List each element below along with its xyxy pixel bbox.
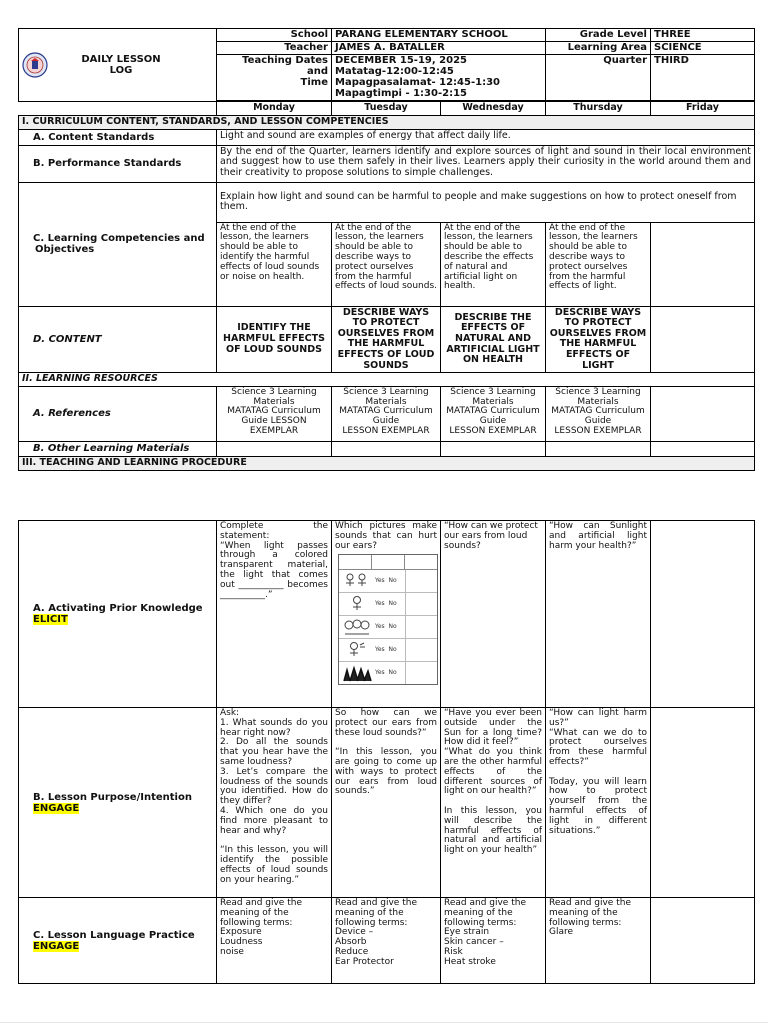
- section-resources-heading: II. LEARNING RESOURCES: [19, 373, 755, 387]
- learning-area-label: Learning Area: [546, 42, 651, 55]
- references-monday: Science 3 Learning Materials MATATAG Curriculum Guide LESSON EXEMPLAR: [217, 386, 332, 441]
- schedule-matatag: Matatag-12:00-12:45: [335, 66, 454, 77]
- section-curriculum-heading: I. CURRICULUM CONTENT, STANDARDS, AND LESSON COMPETENCIES: [19, 115, 755, 129]
- teaching-dates-label-line2: Time: [300, 77, 328, 88]
- teacher-label: Teacher: [217, 42, 332, 55]
- school-value: PARANG ELEMENTARY SCHOOL: [332, 29, 546, 42]
- performance-standards-text: By the end of the Quarter, learners identify and explore sources of light and sound in their local environment and suggest how to use them safely in their lives. Learners apply their curiosity in the world around them and their creativity to propose solutions to simple challenges.: [217, 145, 755, 182]
- quarter-label: Quarter: [546, 55, 651, 101]
- content-label: D. CONTENT: [19, 306, 217, 373]
- references-tuesday: Science 3 Learning Materials MATATAG Curriculum Guide LESSON EXEMPLAR: [332, 386, 441, 441]
- learning-competencies-label-line2: Objectives: [35, 244, 95, 256]
- other-materials-thursday: [546, 441, 651, 456]
- references-friday: [651, 386, 755, 441]
- elicit-tag: ELICIT: [33, 614, 68, 625]
- no-option: No: [388, 623, 397, 631]
- learning-competencies-general: Explain how light and sound can be harmful to people and make suggestions on how to protect oneself from them.: [217, 182, 755, 222]
- other-materials-wednesday: [441, 441, 546, 456]
- child-shouting-icon: [342, 641, 372, 659]
- references-thursday: Science 3 Learning Materials MATATAG Curriculum Guide LESSON EXEMPLAR: [546, 386, 651, 441]
- yes-option: Yes: [375, 669, 385, 677]
- content-thursday: DESCRIBE WAYS TO PROTECT OURSELVES FROM THE HARMFUL EFFECTS OF LIGHT: [546, 306, 651, 373]
- yes-option: Yes: [375, 600, 385, 608]
- log-title-line2: LOG: [109, 65, 133, 76]
- no-option: No: [388, 577, 397, 585]
- lesson-purpose-label: [19, 708, 217, 898]
- language-wednesday: Read and give the meaning of the following terms: Eye strain Skin cancer – Risk Heat stroke: [441, 898, 546, 984]
- content-monday: IDENTIFY THE HARMFUL EFFECTS OF LOUD SOUNDS: [217, 306, 332, 373]
- teaching-dates: DECEMBER 15-19, 2025: [335, 55, 467, 66]
- sound-pictures-worksheet: [338, 554, 438, 685]
- content-wednesday: DESCRIBE THE EFFECTS OF NATURAL AND ARTIFICIAL LIGHT ON HEALTH: [441, 306, 546, 373]
- lesson-purpose-label-text: B. Lesson Purpose/Intention: [33, 791, 192, 803]
- no-option: No: [388, 669, 397, 677]
- worksheet-row: [339, 662, 437, 684]
- objective-friday: [651, 222, 755, 306]
- language-practice-label-text: C. Lesson Language Practice: [33, 929, 195, 941]
- worksheet-row: [339, 639, 437, 662]
- yes-option: Yes: [375, 646, 385, 654]
- band-silhouette-icon: [342, 664, 372, 682]
- other-materials-friday: [651, 441, 755, 456]
- activating-tuesday-question: Which pictures make sounds that can hurt our ears?: [335, 521, 437, 551]
- school-label: School: [217, 29, 332, 42]
- teaching-dates-value: [332, 55, 546, 101]
- crowd-icon: [342, 618, 372, 636]
- activating-prior-knowledge-label: [19, 521, 217, 708]
- objective-wednesday: At the end of the lesson, the learners should be able to describe the effects of natural and artificial light on health.: [441, 222, 546, 306]
- purpose-wednesday: “Have you ever been outside under the Sun for a long time? How did it feel?” “What do you think are the other harmful effects of the different sources of light on our health?” In this lesson, you will describe the harmful effects of natural and artificial light on your health”: [441, 708, 546, 898]
- references-wednesday: Science 3 Learning Materials MATATAG Curriculum Guide LESSON EXEMPLAR: [441, 386, 546, 441]
- worksheet-row: [339, 616, 437, 639]
- day-header-tuesday: Tuesday: [332, 102, 441, 116]
- purpose-tuesday: So how can we protect our ears from these loud sounds?” “In this lesson, you are going to come up with ways to protect our ears from loud sounds.”: [332, 708, 441, 898]
- objective-tuesday: At the end of the lesson, the learners should be able to describe ways to protect ourselves from the harmful effects of loud sounds.: [332, 222, 441, 306]
- learning-area-value: SCIENCE: [651, 42, 755, 55]
- engage-tag: ENGAGE: [33, 940, 80, 952]
- schedule-mapagtimpi: Mapagtimpi - 1:30-2:15: [335, 88, 467, 99]
- language-thursday: Read and give the meaning of the following terms: Glare: [546, 898, 651, 984]
- day-header-blank: [19, 102, 217, 116]
- purpose-friday: [651, 708, 755, 898]
- language-friday: [651, 898, 755, 984]
- log-title-cell: [19, 29, 217, 102]
- objective-monday: At the end of the lesson, the learners should be able to identify the harmful effects of loud sounds or noise on health.: [217, 222, 332, 306]
- content-standards-text: Light and sound are examples of energy that affect daily life.: [217, 129, 755, 145]
- activating-monday: Complete the statement: “When light passes through a colored transparent material, the light that comes out __________ becomes __________.”: [217, 521, 332, 708]
- yes-option: Yes: [375, 577, 385, 585]
- worksheet-row: [339, 570, 437, 593]
- yes-option: Yes: [375, 623, 385, 631]
- teaching-dates-label: [217, 55, 332, 101]
- grade-level-value: THREE: [651, 29, 755, 42]
- procedure-table: [18, 520, 755, 984]
- deped-seal-icon: [22, 52, 48, 78]
- language-tuesday: Read and give the meaning of the following terms: Device – Absorb Reduce Ear Protector: [332, 898, 441, 984]
- grade-level-label: Grade Level: [546, 29, 651, 42]
- quarter-value: THIRD: [651, 55, 755, 101]
- objective-thursday: At the end of the lesson, the learners should be able to describe ways to protect ourselves from the harmful effects of light.: [546, 222, 651, 306]
- schedule-mapagpasalamat: Mapagpasalamat- 12:45-1:30: [335, 77, 500, 88]
- other-materials-tuesday: [332, 441, 441, 456]
- day-header-monday: Monday: [217, 102, 332, 116]
- daily-lesson-log-table: [18, 28, 755, 471]
- learning-competencies-label: [19, 182, 217, 306]
- purpose-monday: Ask: 1. What sounds do you hear right now? 2. Do all the sounds that you hear have the same loudness? 3. Let’s compare the loudness of the sounds you identified. How do they differ? 4. Which one do you find more pleasant to hear and why? “In this lesson, you will identify the possible effects of loud sounds on your hearing.”: [217, 708, 332, 898]
- day-header-friday: Friday: [651, 102, 755, 116]
- other-materials-label: B. Other Learning Materials: [19, 441, 217, 456]
- children-playing-icon: [342, 572, 372, 590]
- engage-tag: ENGAGE: [33, 802, 80, 814]
- performance-standards-label: B. Performance Standards: [19, 145, 217, 182]
- no-option: No: [388, 600, 397, 608]
- other-materials-monday: [217, 441, 332, 456]
- activating-thursday: “How can Sunlight and artificial light harm your health?”: [546, 521, 651, 708]
- activating-friday: [651, 521, 755, 708]
- page-footer-divider: [0, 1022, 768, 1023]
- no-option: No: [388, 646, 397, 654]
- girl-singing-icon: [342, 595, 372, 613]
- worksheet-row: [339, 593, 437, 616]
- purpose-thursday: “How can light harm us?” “What can we do to protect ourselves from these harmful effects?” Today, you will learn how to protect yourself from the harmful effects of light in different situations.”: [546, 708, 651, 898]
- language-practice-label: [19, 898, 217, 984]
- day-header-thursday: Thursday: [546, 102, 651, 116]
- content-tuesday: DESCRIBE WAYS TO PROTECT OURSELVES FROM THE HARMFUL EFFECTS OF LOUD SOUNDS: [332, 306, 441, 373]
- teaching-dates-label-line1: Teaching Dates and: [242, 55, 328, 77]
- references-label: A. References: [19, 386, 217, 441]
- language-monday: Read and give the meaning of the following terms: Exposure Loudness noise: [217, 898, 332, 984]
- teacher-value: JAMES A. BATALLER: [332, 42, 546, 55]
- learning-competencies-label-line1: C. Learning Competencies and: [33, 233, 205, 245]
- activating-tuesday: [332, 521, 441, 708]
- log-title-line1: DAILY LESSON: [81, 54, 161, 65]
- day-header-wednesday: Wednesday: [441, 102, 546, 116]
- section-procedure-heading: III. TEACHING AND LEARNING PROCEDURE: [19, 456, 755, 470]
- content-friday: [651, 306, 755, 373]
- activating-label-text: A. Activating Prior Knowledge: [33, 603, 203, 614]
- activating-wednesday: “How can we protect our ears from loud sounds?: [441, 521, 546, 708]
- content-standards-label: A. Content Standards: [19, 129, 217, 145]
